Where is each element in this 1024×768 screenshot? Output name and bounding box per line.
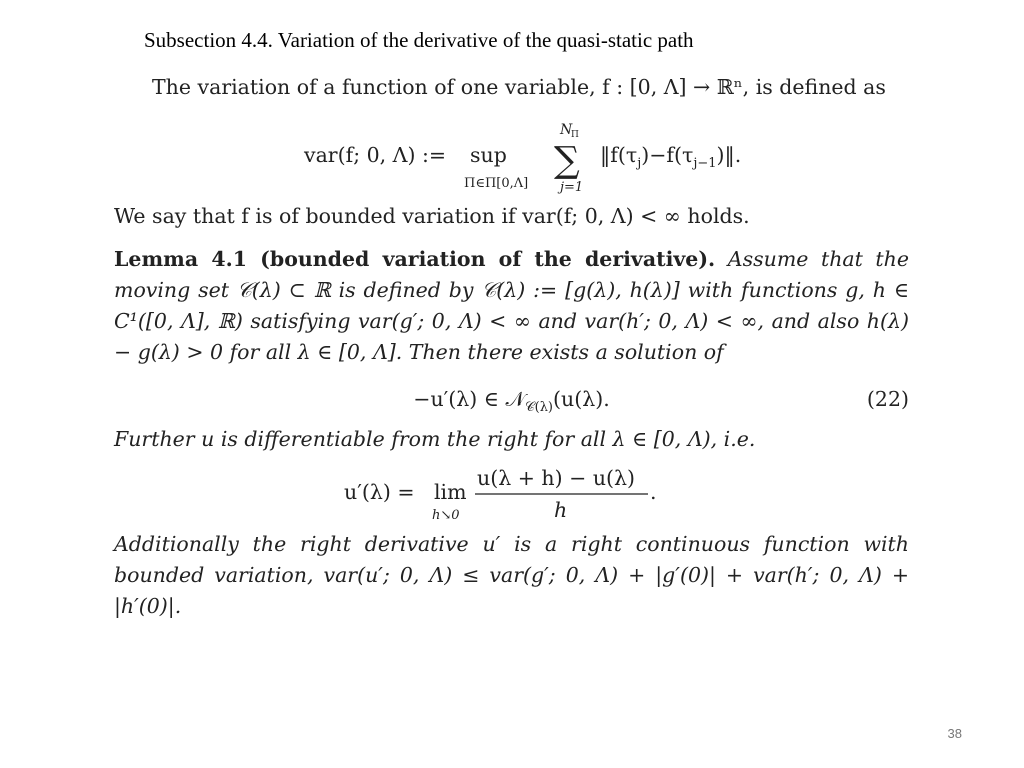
inclusion-subscript: 𝒞(λ) — [525, 400, 554, 416]
variation-lhs: var(f; 0, Λ) := — [303, 142, 446, 167]
paper-content — [114, 72, 909, 622]
derivative-lhs: u′(λ) = — [343, 479, 415, 504]
derivative-equation — [114, 461, 909, 521]
sum-body-start: ‖f(τ — [599, 142, 637, 167]
fraction-denominator: h — [553, 497, 567, 522]
sup-subscript: Π∈Π[0,Λ] — [463, 175, 528, 191]
sup-operator: sup — [469, 142, 507, 167]
derivative-end: . — [649, 479, 657, 504]
lemma-paragraph — [114, 244, 909, 368]
bounded-variation-definition: We say that f is of bounded variation if var(f; 0, Λ) < ∞ holds. — [114, 204, 750, 228]
inclusion-rhs: (u(λ). — [553, 387, 610, 411]
variation-formula — [252, 115, 772, 195]
inclusion-lhs: −u′(λ) ∈ 𝒩 — [413, 387, 526, 411]
derivative-formula — [332, 463, 692, 523]
lim-operator: lim — [433, 479, 467, 504]
lemma-heading: Lemma 4.1 (bounded variation of the derivative). — [114, 247, 716, 271]
sum-body — [600, 143, 741, 171]
sum-upper-limit: N — [559, 121, 572, 138]
inclusion-equation — [114, 374, 909, 424]
lim-subscript: h↘0 — [431, 507, 460, 523]
sum-lower-limit: j=1 — [559, 179, 583, 195]
sum-body-mid: )−f(τ — [640, 142, 693, 167]
sum-body-end: )‖. — [716, 142, 741, 167]
further-paragraph: Further u is differentiable from the right for all λ ∈ [0, Λ), i.e. — [114, 427, 756, 451]
sum-upper-limit-sub: Π — [570, 129, 579, 140]
sum-symbol: ∑ — [553, 139, 580, 181]
slide-title: Subsection 4.4. Variation of the derivative of the quasi-static path — [144, 28, 694, 52]
fraction-numerator: u(λ + h) − u(λ) — [476, 465, 635, 490]
sum-body-j1: j−1 — [692, 155, 717, 171]
page-number: 38 — [947, 726, 962, 741]
intro-paragraph: The variation of a function of one variable, f : [0, Λ] → ℝⁿ, is defined as — [152, 75, 886, 99]
variation-equation — [114, 113, 909, 193]
additionally-paragraph: Additionally the right derivative u′ is a right continuous function with bounded variation, var(u′; 0, Λ) ≤ var(g′; 0, Λ) + |g′(0)| + var(h′; 0, Λ) + |h′(0)|. — [114, 532, 909, 618]
equation-number: (22) — [866, 387, 909, 411]
lemma-body: Assume that the moving set 𝒞(λ) ⊂ ℝ is defined by 𝒞(λ) := [g(λ), h(λ)] with functions g, h ∈ C¹([0, Λ], ℝ) satisfying var(g′; 0, Λ) < ∞ and var(h′; 0, Λ) < ∞, and also h(λ) − g(λ) > 0 for all λ ∈ [0, Λ]. Then there exists a solution of — [114, 247, 909, 364]
sum-body-j: j — [636, 155, 641, 171]
